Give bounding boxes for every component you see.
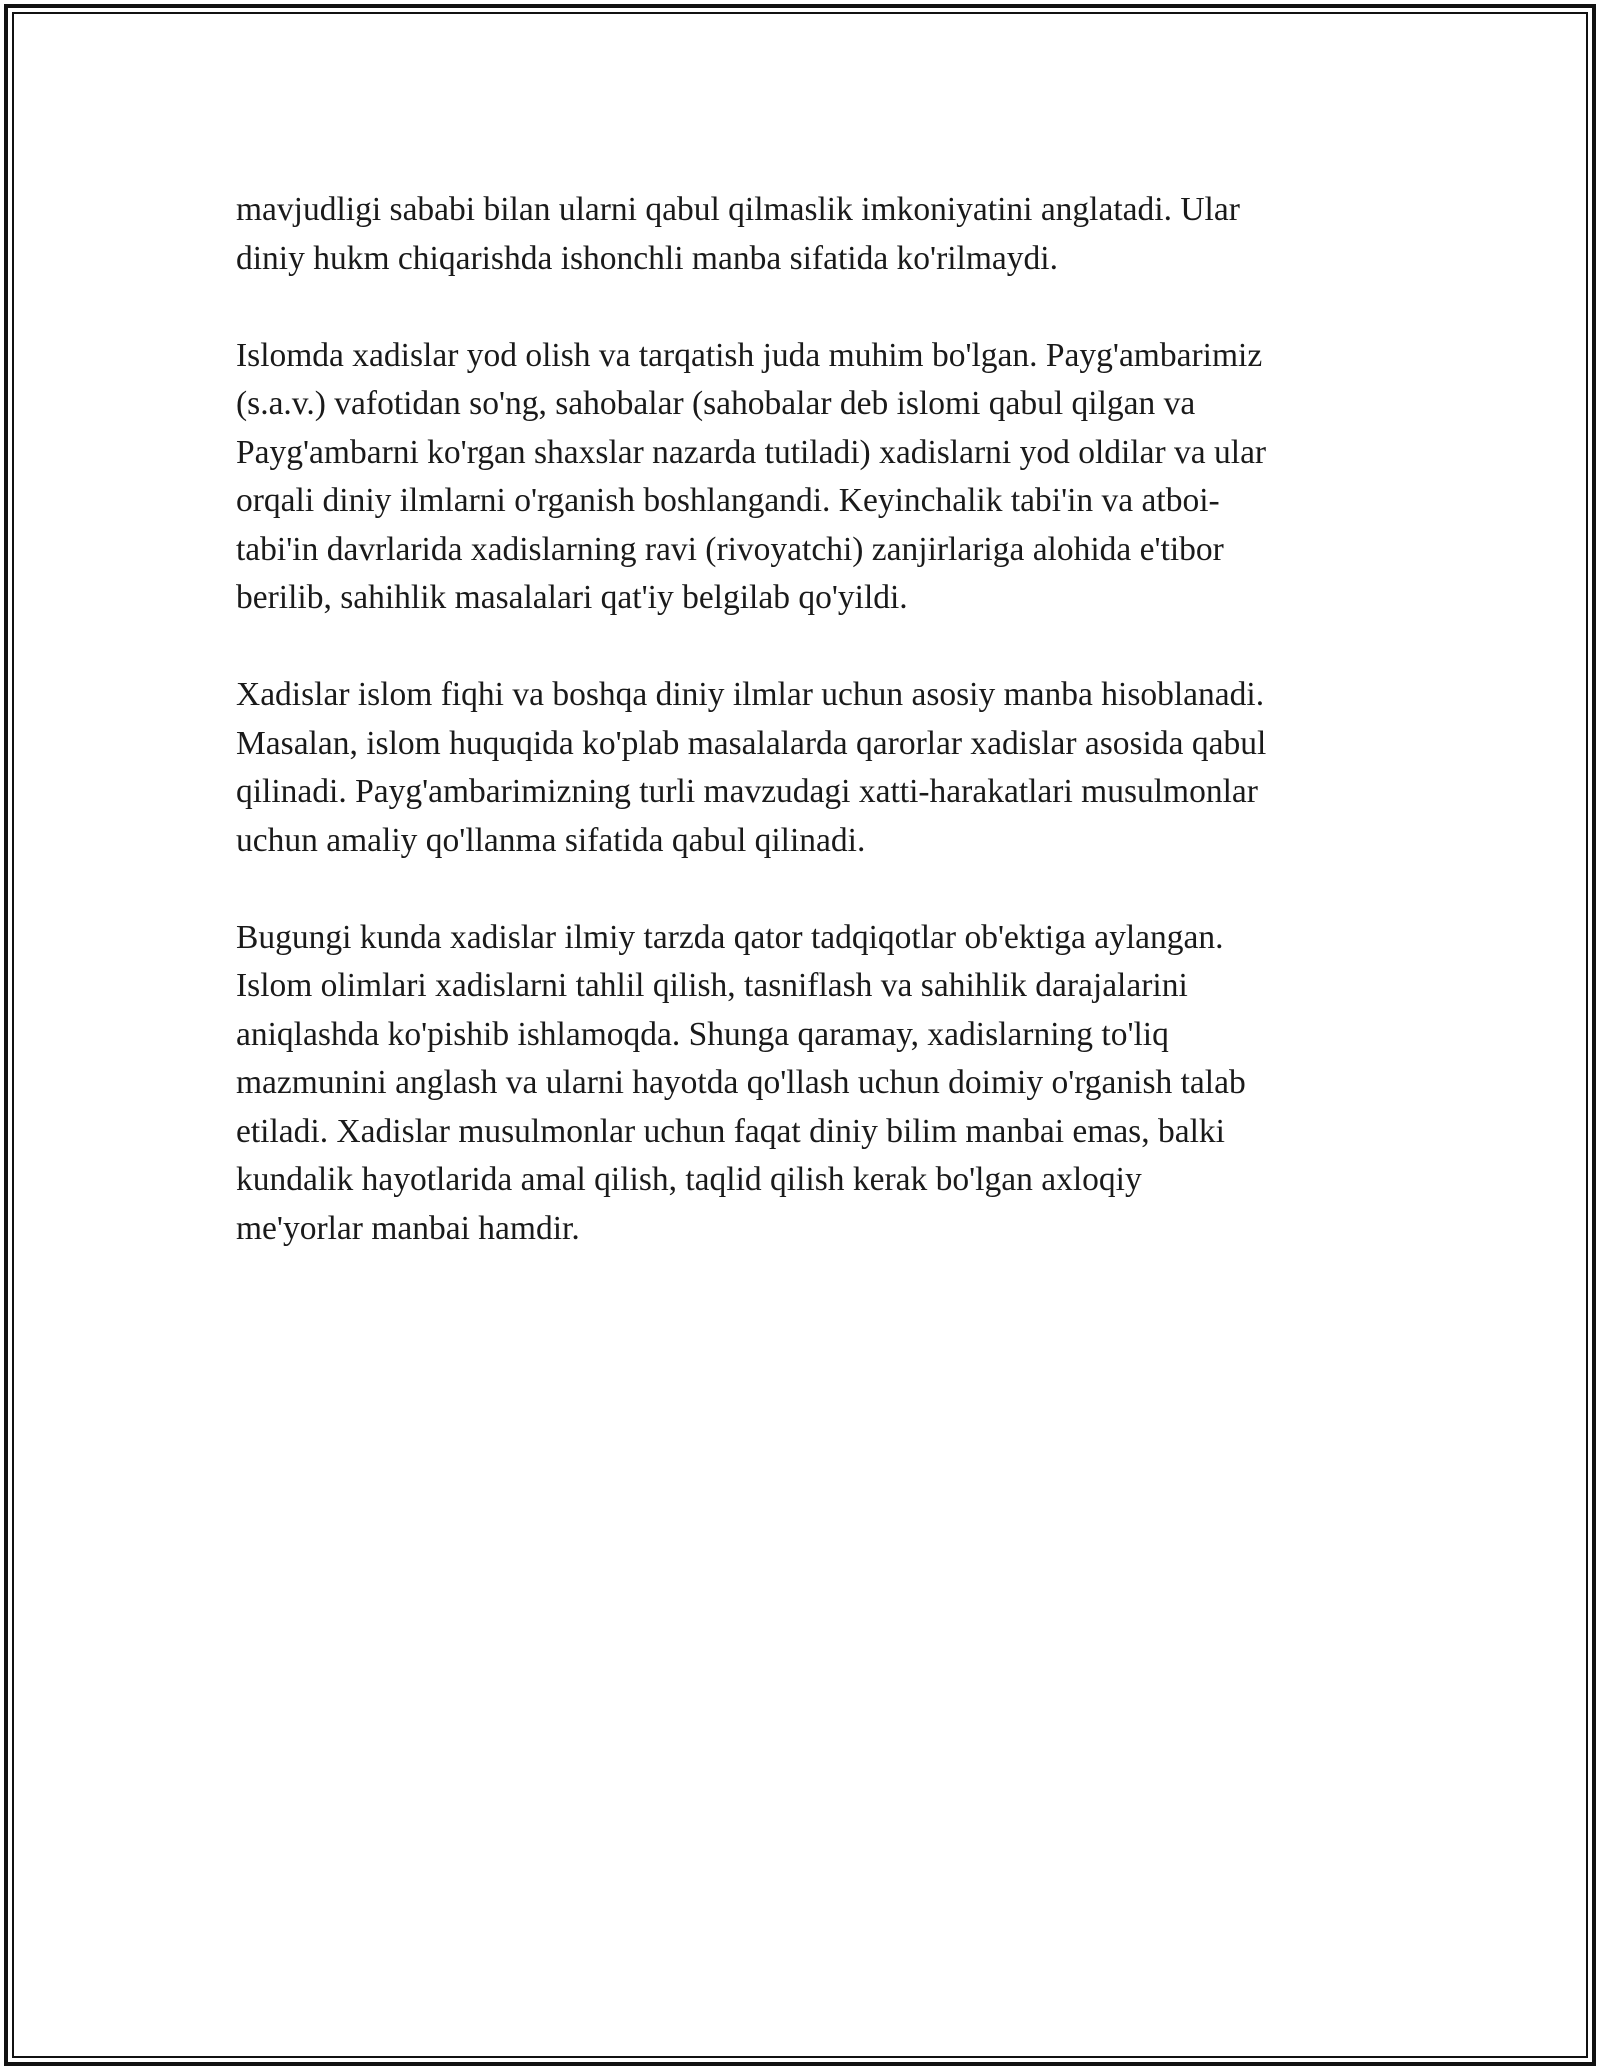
text-line: tabi'in davrlarida xadislarning ravi (rivoyatchi) zanjirlariga alohida e'tibor [236, 530, 1224, 568]
text-line: Bugungi kunda xadislar ilmiy tarzda qator tadqiqotlar ob'ektiga aylangan. [236, 918, 1224, 956]
text-line: berilib, sahihlik masalalari qat'iy belgilab qo'yildi. [236, 579, 908, 616]
text-line: qilinadi. Payg'ambarimizning turli mavzudagi xatti-harakatlari musulmonlar [236, 773, 1258, 810]
text-line: Islom olimlari xadislarni tahlil qilish, tasniflash va sahihlik darajalarini [236, 967, 1188, 1004]
paragraph [236, 186, 1366, 283]
paragraph [236, 914, 1366, 1254]
text-line: Payg'ambarni ko'rgan shaxslar nazarda tutiladi) xadislarni yod oldilar va ular [236, 433, 1267, 471]
document-body [236, 186, 1366, 1302]
text-line: etiladi. Xadislar musulmonlar uchun faqat diniy bilim manbai emas, balki [236, 1112, 1225, 1150]
text-line: Masalan, islom huquqida ko'plab masalalarda qarorlar xadislar asosida qabul [236, 724, 1267, 762]
text-line: Islomda xadislar yod olish va tarqatish juda muhim bo'lgan. Payg'ambarimiz [236, 336, 1263, 374]
text-line: me'yorlar manbai hamdir. [236, 1209, 580, 1247]
paragraph [236, 332, 1366, 623]
text-line: uchun amaliy qo'llanma sifatida qabul qilinadi. [236, 821, 866, 859]
text-line: diniy hukm chiqarishda ishonchli manba sifatida ko'rilmaydi. [236, 239, 1058, 277]
paragraph [236, 671, 1366, 865]
text-line: mazmunini anglash va ularni hayotda qo'llash uchun doimiy o'rganish talab [236, 1064, 1246, 1101]
text-line: aniqlashda ko'pishib ishlamoqda. Shunga qaramay, xadislarning to'liq [236, 1015, 1169, 1053]
text-line: mavjudligi sababi bilan ularni qabul qilmaslik imkoniyatini anglatadi. Ular [236, 191, 1240, 228]
text-line: orqali diniy ilmlarni o'rganish boshlangandi. Keyinchalik tabi'in va atboi- [236, 482, 1220, 519]
text-line: (s.a.v.) vafotidan so'ng, sahobalar (sahobalar deb islomi qabul qilgan va [236, 385, 1196, 422]
text-line: Xadislar islom fiqhi va boshqa diniy ilmlar uchun asosiy manba hisoblanadi. [236, 676, 1265, 713]
text-line: kundalik hayotlarida amal qilish, taqlid qilish kerak bo'lgan axloqiy [236, 1161, 1142, 1198]
